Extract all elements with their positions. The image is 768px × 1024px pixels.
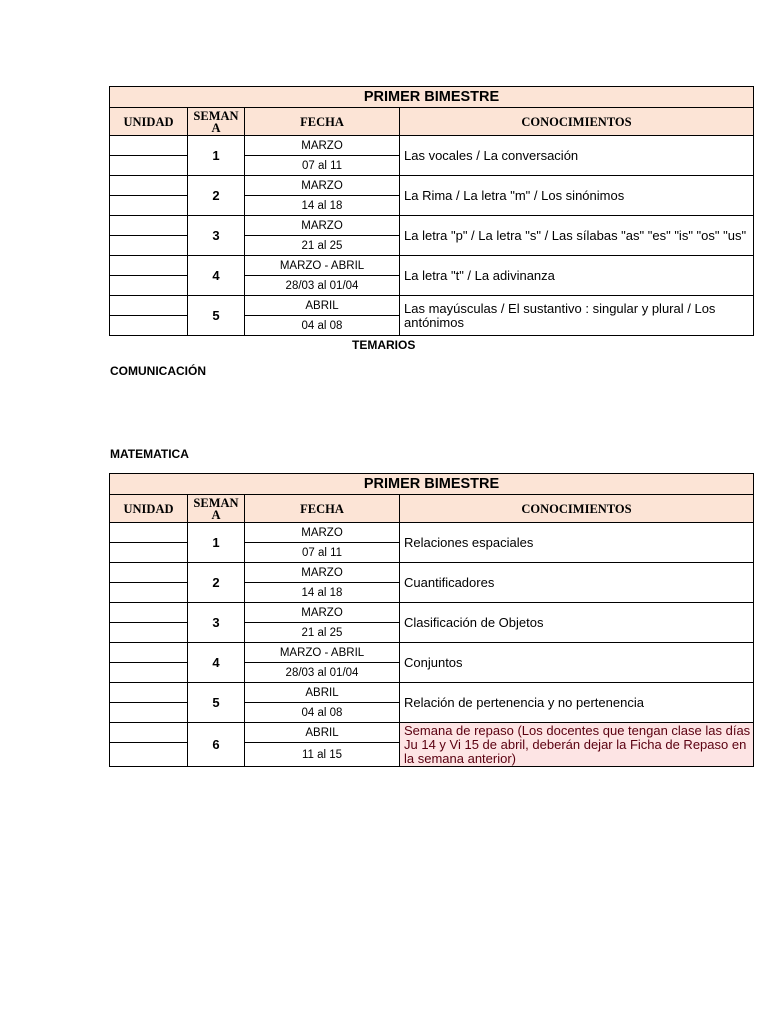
table-row: [110, 563, 754, 583]
table-title: PRIMER BIMESTRE: [110, 474, 754, 495]
fecha-dias-cell: 11 al 15: [245, 743, 400, 767]
table-row: [110, 216, 754, 236]
unidad-cell: [110, 236, 188, 256]
semana-cell: 4: [188, 256, 245, 296]
unidad-cell: [110, 703, 188, 723]
fecha-dias-cell: 04 al 08: [245, 316, 400, 336]
fecha-mes-cell: ABRIL: [245, 723, 400, 743]
schedule-table-comunicacion: [109, 86, 754, 336]
unidad-cell: [110, 216, 188, 236]
unidad-cell: [110, 643, 188, 663]
table-row: [110, 136, 754, 156]
semana-cell: 2: [188, 176, 245, 216]
fecha-mes-cell: MARZO: [245, 523, 400, 543]
unidad-cell: [110, 136, 188, 156]
semana-cell: 2: [188, 563, 245, 603]
unidad-cell: [110, 623, 188, 643]
semana-cell: 3: [188, 216, 245, 256]
table-row: [110, 523, 754, 543]
fecha-dias-cell: 07 al 11: [245, 543, 400, 563]
header-conocimientos: CONOCIMIENTOS: [400, 108, 754, 136]
conocimiento-cell: La letra "p" / La letra "s" / Las sílabas "as" "es" "is" "os" "us": [400, 216, 754, 256]
header-semana: SEMAN A: [188, 108, 245, 136]
unidad-cell: [110, 156, 188, 176]
unidad-cell: [110, 583, 188, 603]
fecha-dias-cell: 07 al 11: [245, 156, 400, 176]
header-conocimientos: CONOCIMIENTOS: [400, 495, 754, 523]
conocimiento-cell-repaso: Semana de repaso (Los docentes que tengan clase las días Ju 14 y Vi 15 de abril, deberán dejar la Ficha de Repaso en la semana anterior): [400, 723, 754, 767]
unidad-cell: [110, 276, 188, 296]
table-row: [110, 176, 754, 196]
table-row: [110, 723, 754, 743]
semana-cell: 5: [188, 683, 245, 723]
unidad-cell: [110, 523, 188, 543]
header-unidad: UNIDAD: [110, 108, 188, 136]
conocimiento-cell: Las mayúsculas / El sustantivo : singular y plural / Los antónimos: [400, 296, 754, 336]
semana-cell: 1: [188, 523, 245, 563]
fecha-mes-cell: ABRIL: [245, 683, 400, 703]
unidad-cell: [110, 256, 188, 276]
fecha-dias-cell: 28/03 al 01/04: [245, 276, 400, 296]
unidad-cell: [110, 683, 188, 703]
semana-cell: 3: [188, 603, 245, 643]
unidad-cell: [110, 743, 188, 767]
header-unidad: UNIDAD: [110, 495, 188, 523]
semana-cell: 6: [188, 723, 245, 767]
unidad-cell: [110, 723, 188, 743]
unidad-cell: [110, 316, 188, 336]
unidad-cell: [110, 176, 188, 196]
comunicacion-label: COMUNICACIÓN: [110, 364, 206, 378]
conocimiento-cell: La Rima / La letra "m" / Los sinónimos: [400, 176, 754, 216]
temarios-label: TEMARIOS: [352, 338, 416, 352]
conocimiento-cell: Las vocales / La conversación: [400, 136, 754, 176]
fecha-mes-cell: MARZO: [245, 136, 400, 156]
fecha-mes-cell: MARZO: [245, 563, 400, 583]
matematica-label: MATEMATICA: [110, 447, 189, 461]
table-row: [110, 603, 754, 623]
unidad-cell: [110, 296, 188, 316]
header-fecha: FECHA: [245, 108, 400, 136]
fecha-mes-cell: MARZO: [245, 216, 400, 236]
table-row: [110, 683, 754, 703]
unidad-cell: [110, 563, 188, 583]
fecha-dias-cell: 21 al 25: [245, 623, 400, 643]
conocimiento-cell: Conjuntos: [400, 643, 754, 683]
fecha-mes-cell: MARZO - ABRIL: [245, 256, 400, 276]
header-semana: SEMAN A: [188, 495, 245, 523]
header-fecha: FECHA: [245, 495, 400, 523]
conocimiento-cell: Relación de pertenencia y no pertenencia: [400, 683, 754, 723]
fecha-mes-cell: MARZO - ABRIL: [245, 643, 400, 663]
table-row: [110, 296, 754, 316]
semana-cell: 1: [188, 136, 245, 176]
fecha-mes-cell: MARZO: [245, 176, 400, 196]
conocimiento-cell: La letra "t" / La adivinanza: [400, 256, 754, 296]
fecha-mes-cell: ABRIL: [245, 296, 400, 316]
schedule-table-matematica: [109, 473, 754, 767]
table-title: PRIMER BIMESTRE: [110, 87, 754, 108]
fecha-dias-cell: 21 al 25: [245, 236, 400, 256]
fecha-dias-cell: 14 al 18: [245, 583, 400, 603]
unidad-cell: [110, 663, 188, 683]
unidad-cell: [110, 196, 188, 216]
table-row: [110, 643, 754, 663]
semana-cell: 4: [188, 643, 245, 683]
unidad-cell: [110, 603, 188, 623]
conocimiento-cell: Relaciones espaciales: [400, 523, 754, 563]
conocimiento-cell: Cuantificadores: [400, 563, 754, 603]
fecha-dias-cell: 14 al 18: [245, 196, 400, 216]
conocimiento-cell: Clasificación de Objetos: [400, 603, 754, 643]
fecha-dias-cell: 28/03 al 01/04: [245, 663, 400, 683]
fecha-mes-cell: MARZO: [245, 603, 400, 623]
semana-cell: 5: [188, 296, 245, 336]
table-row: [110, 256, 754, 276]
unidad-cell: [110, 543, 188, 563]
fecha-dias-cell: 04 al 08: [245, 703, 400, 723]
